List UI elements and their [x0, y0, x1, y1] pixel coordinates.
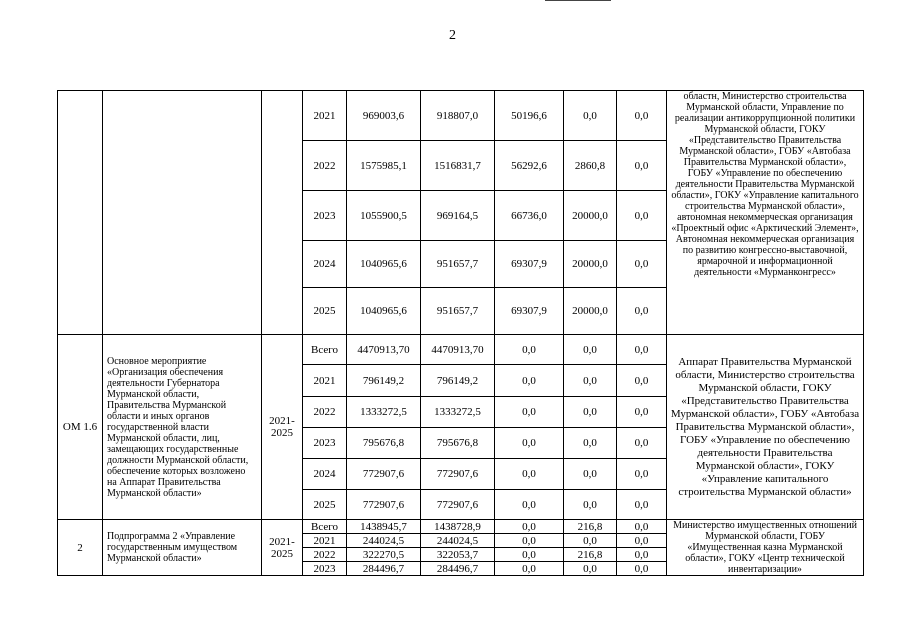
total-cell: 284496,7	[347, 562, 421, 576]
total-cell: 4470913,70	[347, 335, 421, 365]
regional-budget-cell: 1333272,5	[421, 397, 495, 428]
year-cell: 2023	[303, 562, 347, 576]
federal-budget-cell: 0,0	[495, 548, 564, 562]
regional-budget-cell: 244024,5	[421, 534, 495, 548]
regional-budget-cell: 918807,0	[421, 91, 495, 141]
local-budget-cell: 0,0	[564, 335, 617, 365]
other-sources-cell: 0,0	[617, 548, 667, 562]
other-sources-cell: 0,0	[617, 365, 667, 397]
federal-budget-cell: 69307,9	[495, 241, 564, 288]
regional-budget-cell: 796149,2	[421, 365, 495, 397]
federal-budget-cell: 0,0	[495, 397, 564, 428]
local-budget-cell: 0,0	[564, 428, 617, 459]
local-budget-cell: 20000,0	[564, 288, 617, 335]
year-cell: 2021	[303, 91, 347, 141]
page-number: 2	[449, 28, 456, 43]
year-cell: 2023	[303, 428, 347, 459]
year-cell: 2023	[303, 191, 347, 241]
regional-budget-cell: 322053,7	[421, 548, 495, 562]
other-sources-cell: 0,0	[617, 335, 667, 365]
local-budget-cell: 0,0	[564, 459, 617, 490]
federal-budget-cell: 0,0	[495, 562, 564, 576]
regional-budget-cell: 969164,5	[421, 191, 495, 241]
total-cell: 772907,6	[347, 490, 421, 520]
federal-budget-cell: 50196,6	[495, 91, 564, 141]
total-cell: 1040965,6	[347, 241, 421, 288]
local-budget-cell: 0,0	[564, 534, 617, 548]
local-budget-cell: 0,0	[564, 91, 617, 141]
year-cell: Всего	[303, 520, 347, 534]
federal-budget-cell: 0,0	[495, 490, 564, 520]
other-sources-cell: 0,0	[617, 397, 667, 428]
other-sources-cell: 0,0	[617, 459, 667, 490]
local-budget-cell: 20000,0	[564, 191, 617, 241]
regional-budget-cell: 951657,7	[421, 241, 495, 288]
regional-budget-cell: 4470913,70	[421, 335, 495, 365]
total-cell: 1575985,1	[347, 141, 421, 191]
other-sources-cell: 0,0	[617, 191, 667, 241]
total-cell: 1055900,5	[347, 191, 421, 241]
year-cell: 2024	[303, 459, 347, 490]
name-cell: Основное мероприятие «Организация обеспечения деятельности Губернатора Мурманской области, Правительства Мурманской области и иных органов государственной власти Мурманской области, лиц, замещающих государственные должности Мурманской области, обеспечение которых возложено на Аппарат Правительства Мурманской области»	[103, 335, 262, 520]
local-budget-cell: 216,8	[564, 548, 617, 562]
regional-budget-cell: 1438728,9	[421, 520, 495, 534]
federal-budget-cell: 0,0	[495, 534, 564, 548]
federal-budget-cell: 0,0	[495, 520, 564, 534]
total-cell: 795676,8	[347, 428, 421, 459]
other-sources-cell: 0,0	[617, 562, 667, 576]
budget-table	[57, 90, 864, 576]
total-cell: 244024,5	[347, 534, 421, 548]
local-budget-cell: 216,8	[564, 520, 617, 534]
federal-budget-cell: 0,0	[495, 335, 564, 365]
executors-cell: Министерство имущественных отношений Мурманской области, ГОБУ «Имущественная казна Мурманской области», ГОКУ «Центр технической инвентаризации»	[667, 520, 864, 576]
table-row	[58, 520, 864, 534]
regional-budget-cell: 284496,7	[421, 562, 495, 576]
code-cell	[58, 91, 103, 335]
other-sources-cell: 0,0	[617, 91, 667, 141]
other-sources-cell: 0,0	[617, 534, 667, 548]
total-cell: 322270,5	[347, 548, 421, 562]
executors-cell: Аппарат Правительства Мурманской области, Министерство строительства Мурманской области, ГОКУ «Представительство Правительства Мурманской области», ГОБУ «Автобаза Правительства Мурманской области», ГОБУ «Управление по обеспечению деятельности Правительства Мурманской области», ГОКУ «Управление капитального строительства Мурманской области»	[667, 335, 864, 520]
period-cell: 2021-2025	[262, 520, 303, 576]
executors-cell: областн, Министерство строительства Мурманской области, Управление по реализации антикоррупционной политики Мурманской области, ГОКУ «Представительство Правительства Мурманской области», ГОБУ «Автобаза Правительства Мурманской области», ГОБУ «Управление по обеспечению деятельности Правительства Мурманской области», ГОКУ «Управление капитального строительства Мурманской области», автономная некоммерческая организация «Проектный офис «Арктический Элемент», Автономная некоммерческая организация по развитию конгрессно-выставочной, ярмарочной и информационной деятельности «Мурманконгресс»	[667, 91, 864, 335]
regional-budget-cell: 795676,8	[421, 428, 495, 459]
other-sources-cell: 0,0	[617, 241, 667, 288]
other-sources-cell: 0,0	[617, 490, 667, 520]
page-top-rule	[545, 0, 611, 1]
regional-budget-cell: 951657,7	[421, 288, 495, 335]
other-sources-cell: 0,0	[617, 288, 667, 335]
federal-budget-cell: 0,0	[495, 459, 564, 490]
year-cell: 2025	[303, 490, 347, 520]
total-cell: 1438945,7	[347, 520, 421, 534]
table-row	[58, 335, 864, 365]
other-sources-cell: 0,0	[617, 141, 667, 191]
local-budget-cell: 0,0	[564, 397, 617, 428]
name-cell	[103, 91, 262, 335]
federal-budget-cell: 0,0	[495, 365, 564, 397]
local-budget-cell: 0,0	[564, 365, 617, 397]
table-row	[58, 91, 864, 141]
year-cell: 2022	[303, 548, 347, 562]
period-cell: 2021-2025	[262, 335, 303, 520]
total-cell: 796149,2	[347, 365, 421, 397]
year-cell: 2022	[303, 397, 347, 428]
regional-budget-cell: 772907,6	[421, 490, 495, 520]
local-budget-cell: 2860,8	[564, 141, 617, 191]
federal-budget-cell: 56292,6	[495, 141, 564, 191]
other-sources-cell: 0,0	[617, 520, 667, 534]
year-cell: 2021	[303, 534, 347, 548]
year-cell: 2025	[303, 288, 347, 335]
code-cell: 2	[58, 520, 103, 576]
federal-budget-cell: 69307,9	[495, 288, 564, 335]
year-cell: 2021	[303, 365, 347, 397]
year-cell: 2022	[303, 141, 347, 191]
total-cell: 772907,6	[347, 459, 421, 490]
total-cell: 1040965,6	[347, 288, 421, 335]
federal-budget-cell: 66736,0	[495, 191, 564, 241]
federal-budget-cell: 0,0	[495, 428, 564, 459]
local-budget-cell: 20000,0	[564, 241, 617, 288]
regional-budget-cell: 1516831,7	[421, 141, 495, 191]
total-cell: 969003,6	[347, 91, 421, 141]
regional-budget-cell: 772907,6	[421, 459, 495, 490]
local-budget-cell: 0,0	[564, 490, 617, 520]
local-budget-cell: 0,0	[564, 562, 617, 576]
year-cell: 2024	[303, 241, 347, 288]
name-cell: Подпрограмма 2 «Управление государственным имуществом Мурманской области»	[103, 520, 262, 576]
total-cell: 1333272,5	[347, 397, 421, 428]
period-cell	[262, 91, 303, 335]
year-cell: Всего	[303, 335, 347, 365]
code-cell: ОМ 1.6	[58, 335, 103, 520]
other-sources-cell: 0,0	[617, 428, 667, 459]
